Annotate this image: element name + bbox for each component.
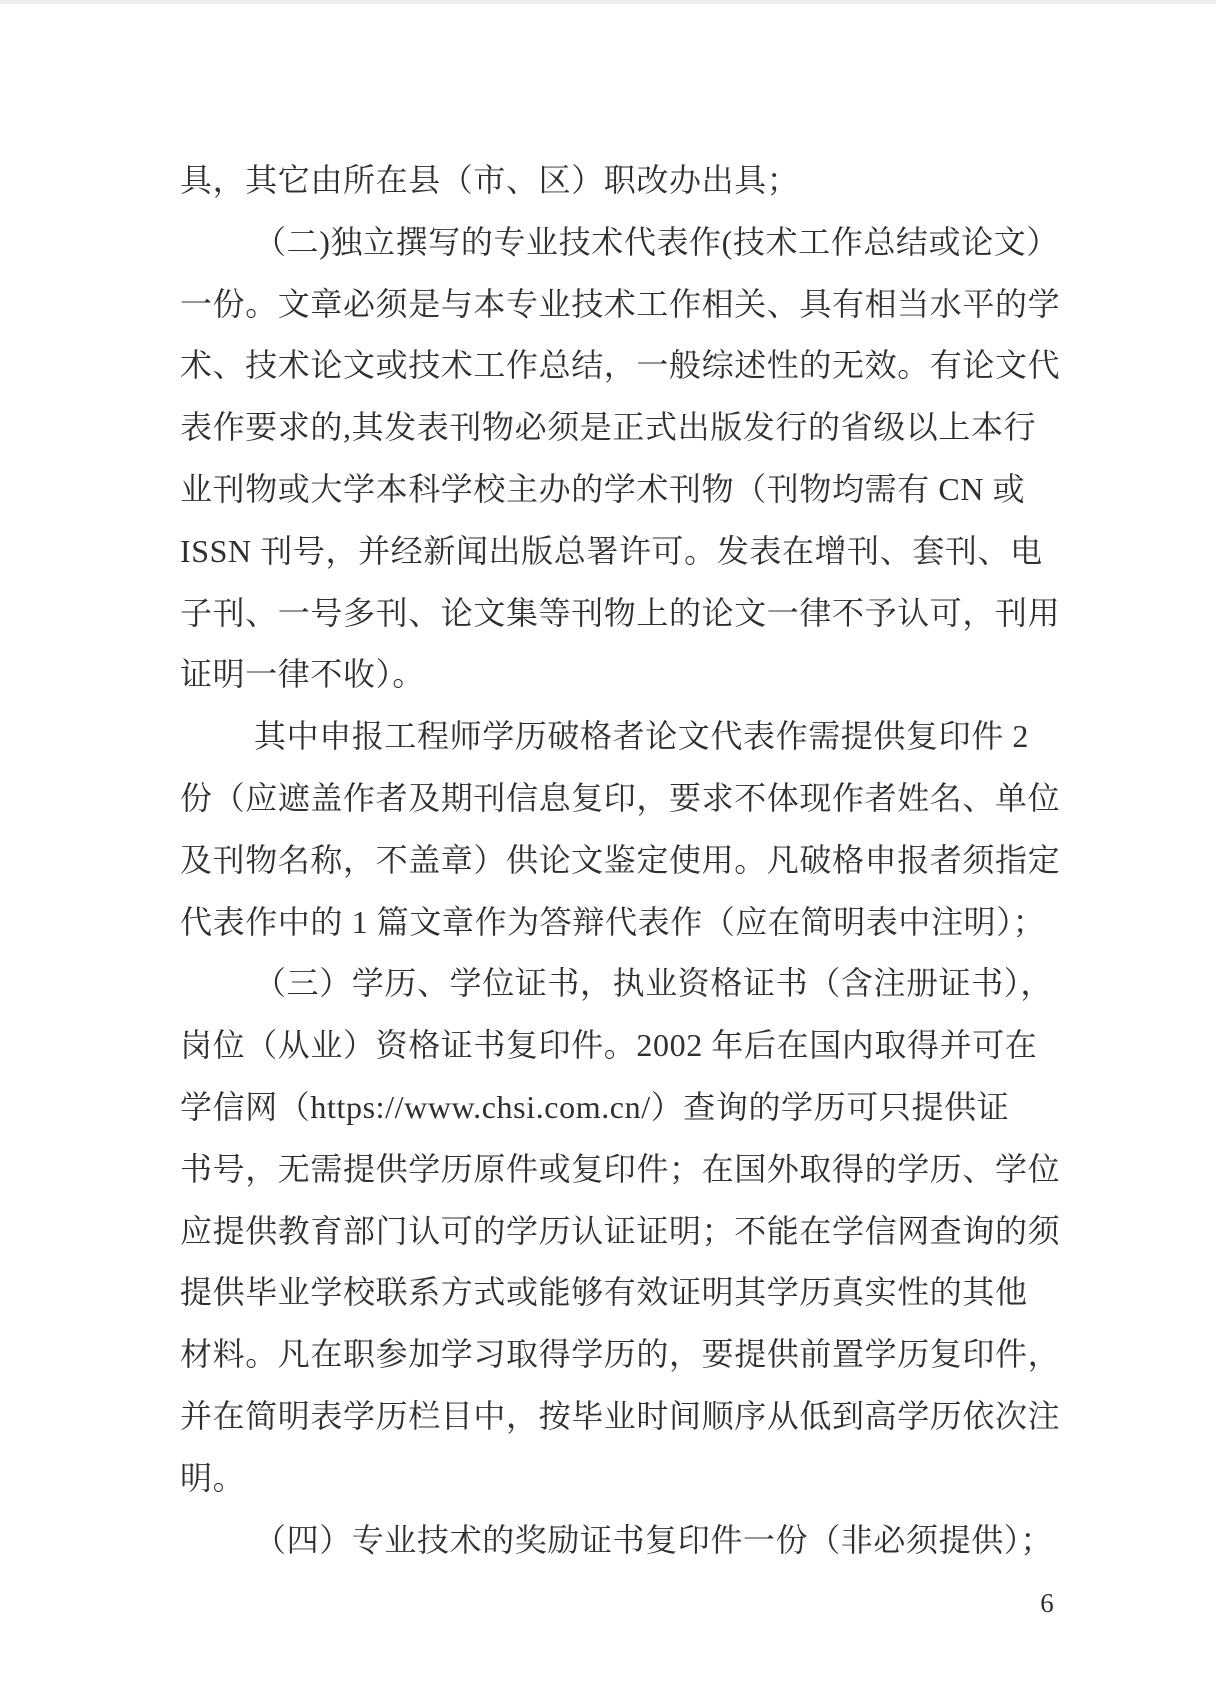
text-line: 表作要求的,其发表刊物必须是正式出版发行的省级以上本行 — [180, 409, 1037, 446]
text-line: 材料。凡在职参加学习取得学历的，要提供前置学历复印件， — [180, 1336, 1061, 1373]
text-line: 子刊、一号多刊、论文集等刊物上的论文一律不予认可，刊用 — [180, 594, 1061, 631]
text-line: （三）学历、学位证书，执业资格证书（含注册证书）， — [254, 965, 1054, 1002]
text-line: 学信网（https://www.chsi.com.cn/）查询的学历可只提供证 — [180, 1088, 1010, 1125]
text-line: 一份。文章必须是与本专业技术工作相关、具有相当水平的学 — [180, 285, 1061, 322]
text-line: 具，其它由所在县（市、区）职改办出具； — [180, 162, 800, 198]
text-line: 及刊物名称，不盖章）供论文鉴定使用。凡破格申报者须指定 — [180, 841, 1061, 878]
text-line: 提供毕业学校联系方式或能够有效证明其学历真实性的其他 — [180, 1274, 1028, 1311]
page-top-edge-divider — [0, 0, 1216, 4]
text-line: 明。 — [180, 1459, 246, 1496]
text-line: （四）专业技术的奖励证书复印件一份（非必须提供）； — [254, 1521, 1054, 1558]
text-line: ISSN 刊号，并经新闻出版总署许可。发表在增刊、套刊、电 — [180, 532, 1043, 569]
text-line: 证明一律不收）。 — [180, 656, 425, 693]
page-number: 6 — [1040, 1588, 1054, 1618]
text-line: 其中申报工程师学历破格者论文代表作需提供复印件 2 — [254, 718, 1030, 755]
text-line: 术、技术论文或技术工作总结，一般综述性的无效。有论文代 — [180, 347, 1061, 384]
text-line: （二)独立撰写的专业技术代表作(技术工作总结或论文） — [254, 223, 1059, 260]
text-line: 应提供教育部门认可的学历认证证明；不能在学信网查询的须 — [180, 1212, 1061, 1249]
text-line: 代表作中的 1 篇文章作为答辩代表作（应在简明表中注明）； — [180, 903, 1046, 940]
text-line: 岗位（从业）资格证书复印件。2002 年后在国内取得并可在 — [180, 1027, 1038, 1064]
text-line: 份（应遮盖作者及期刊信息复印，要求不体现作者姓名、单位 — [180, 779, 1061, 816]
document-text-block — [180, 150, 1060, 1571]
text-line: 并在简明表学历栏目中，按毕业时间顺序从低到高学历依次注 — [180, 1397, 1061, 1434]
text-line: 业刊物或大学本科学校主办的学术刊物（刊物均需有 CN 或 — [180, 470, 1026, 507]
text-line: 书号，无需提供学历原件或复印件；在国外取得的学历、学位 — [180, 1150, 1061, 1187]
